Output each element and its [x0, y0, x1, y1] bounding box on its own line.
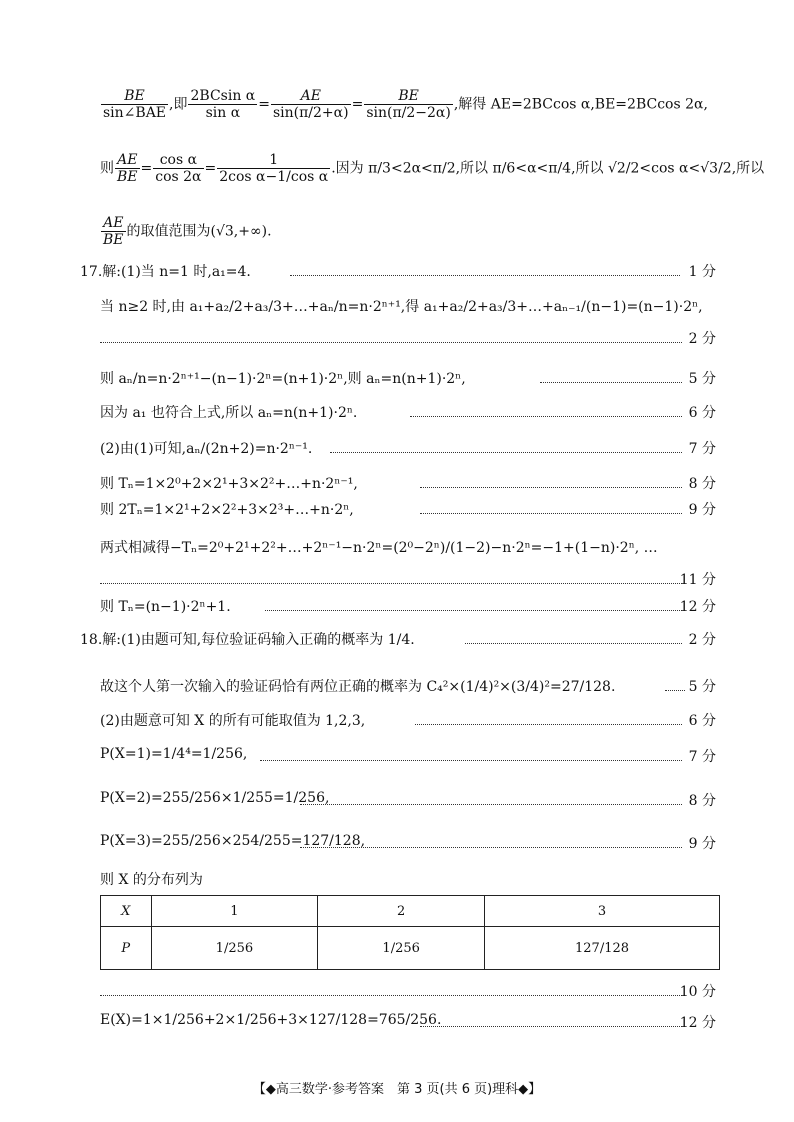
q18-line-5: P(X=2)=255/256×1/255=1/256, — [100, 790, 330, 806]
frac-2bc: $\frac{\text{2BCsin α}}{\text{sin α}}$ — [190, 88, 256, 122]
q18-score-4: 7 分 — [688, 749, 716, 765]
table-row — [101, 927, 720, 970]
q17-line-4: 因为 a₁ 也符合上式,所以 aₙ=n(n+1)·2ⁿ. — [100, 405, 358, 421]
top-line-3: $\frac{AE}{BE}$ 的取值范围为(√3,+∞). — [103, 215, 272, 249]
q17-score-4: 6 分 — [688, 405, 716, 421]
q18-dots-2 — [665, 690, 685, 691]
q18-dots-3 — [415, 724, 682, 725]
q18-score-6: 9 分 — [688, 836, 716, 852]
q17-line-6: 则 Tₙ=1×2⁰+2×2¹+3×2²+…+n·2ⁿ⁻¹, — [100, 476, 358, 492]
page-footer: 【◆高三数学·参考答案 第 3 页(共 6 页)理科◆】 — [252, 1082, 542, 1097]
q17-score-9: 12 分 — [679, 599, 716, 615]
q17-dots-6 — [420, 487, 682, 488]
q18-dots-9 — [420, 1026, 682, 1027]
frac-one: $\frac{1}{\text{2cos α−1/cos α}}$ — [219, 152, 329, 186]
q17-dots-8 — [100, 583, 682, 584]
table-header-cell: 3 — [485, 896, 720, 927]
frac-ae-be-2: $\frac{AE}{BE}$ — [103, 215, 124, 249]
q17-dots-1 — [290, 275, 680, 276]
q18-line-2: 故这个人第一次输入的验证码恰有两位正确的概率为 C₄²×(1/4)²×(3/4)²=27/128. — [100, 679, 616, 695]
q17-score-1: 1 分 — [688, 264, 716, 280]
q17-score-3: 5 分 — [688, 371, 716, 387]
frac-ae: $\frac{AE}{\sin(\pi/2+\alpha)}$ — [272, 88, 349, 122]
distribution-table — [100, 895, 720, 970]
top-line-1: $\frac{BE}{\text{sin∠BAE}}$ ,即 $\frac{\text{2BCsin α}}{\text{sin α}}$ = $\frac{AE}{\sin(\pi/2+\alpha)}$ = $\frac{BE}{\sin(\pi/2-2\alpha)}$ ,解得 AE=2BCcos α,BE=2BCcos 2α, — [103, 88, 708, 122]
q18-dots-6 — [300, 847, 682, 848]
frac-be-sin: $\frac{BE}{\text{sin∠BAE}}$ — [103, 88, 167, 122]
q17-score-2: 2 分 — [688, 331, 716, 347]
table-cell: 127/128 — [485, 927, 720, 970]
frac-be: $\frac{BE}{\sin(\pi/2-2\alpha)}$ — [366, 88, 451, 122]
q18-score-3: 6 分 — [688, 713, 716, 729]
q18-line-6: P(X=3)=255/256×254/255=127/128, — [100, 833, 366, 849]
q17-line-8: 两式相减得−Tₙ=2⁰+2¹+2²+…+2ⁿ⁻¹−n·2ⁿ=(2⁰−2ⁿ)/(1−2)−n·2ⁿ=−1+(1−n)·2ⁿ, … — [100, 540, 658, 556]
q18-dots-8 — [100, 995, 682, 996]
q17-dots-2 — [100, 342, 682, 343]
q17-line-1: 17.解:(1)当 n=1 时,a₁=4. — [80, 264, 251, 280]
q18-line-4: P(X=1)=1/4⁴=1/256, — [100, 746, 248, 762]
q18-score-2: 5 分 — [688, 679, 716, 695]
top-line-2: 则 $\frac{AE}{BE}$ = $\frac{\text{cos α}}{\cos 2\alpha}$ = $\frac{1}{\text{2cos α−1/cos α}}$ .因为 π/3<2α<π/2,所以 π/6<α<π/4,所以 √2/2<cos α<√3/2,所以 — [100, 152, 765, 186]
q17-score-7: 9 分 — [688, 502, 716, 518]
q17-line-3: 则 aₙ/n=n·2ⁿ⁺¹−(n−1)·2ⁿ=(n+1)·2ⁿ,则 aₙ=n(n+1)·2ⁿ, — [100, 371, 466, 387]
q18-score-8: 10 分 — [679, 984, 716, 1000]
q18-score-1: 2 分 — [688, 632, 716, 648]
table-cell: 1/256 — [151, 927, 318, 970]
frac-ae-be: $\frac{AE}{BE}$ — [117, 152, 138, 186]
q18-line-3: (2)由题意可知 X 的所有可能取值为 1,2,3, — [100, 713, 366, 729]
q17-dots-3 — [540, 382, 682, 383]
q18-line-9: E(X)=1×1/256+2×1/256+3×127/128=765/256. — [100, 1012, 442, 1028]
q18-score-5: 8 分 — [688, 793, 716, 809]
q18-dots-5 — [300, 804, 682, 805]
q17-dots-5 — [330, 452, 682, 453]
table-cell: 1/256 — [318, 927, 485, 970]
q17-dots-9 — [265, 610, 682, 611]
table-row — [101, 896, 720, 927]
q17-score-6: 8 分 — [688, 476, 716, 492]
q17-line-2: 当 n≥2 时,由 a₁+a₂/2+a₃/3+…+aₙ/n=n·2ⁿ⁺¹,得 a₁+a₂/2+a₃/3+…+aₙ₋₁/(n−1)=(n−1)·2ⁿ, — [100, 299, 703, 315]
table-header-cell: 2 — [318, 896, 485, 927]
q17-score-5: 7 分 — [688, 441, 716, 457]
q18-line-1: 18.解:(1)由题可知,每位验证码输入正确的概率为 1/4. — [80, 632, 415, 648]
q18-line-7: 则 X 的分布列为 — [100, 872, 203, 888]
q17-line-5: (2)由(1)可知,aₙ/(2n+2)=n·2ⁿ⁻¹. — [100, 441, 313, 457]
q17-dots-7 — [420, 513, 682, 514]
q18-score-9: 12 分 — [679, 1015, 716, 1031]
q17-dots-4 — [410, 416, 682, 417]
q17-score-8: 11 分 — [679, 572, 716, 588]
q18-dots-4 — [260, 760, 682, 761]
table-row-label: P — [101, 927, 152, 970]
q18-dots-1 — [465, 643, 682, 644]
table-header-cell: 1 — [151, 896, 318, 927]
q17-line-7: 则 2Tₙ=1×2¹+2×2²+3×2³+…+n·2ⁿ, — [100, 502, 354, 518]
frac-cos: $\frac{\text{cos α}}{\cos 2\alpha}$ — [155, 152, 202, 186]
q17-line-9: 则 Tₙ=(n−1)·2ⁿ+1. — [100, 599, 231, 615]
table-header-x: X — [101, 896, 152, 927]
